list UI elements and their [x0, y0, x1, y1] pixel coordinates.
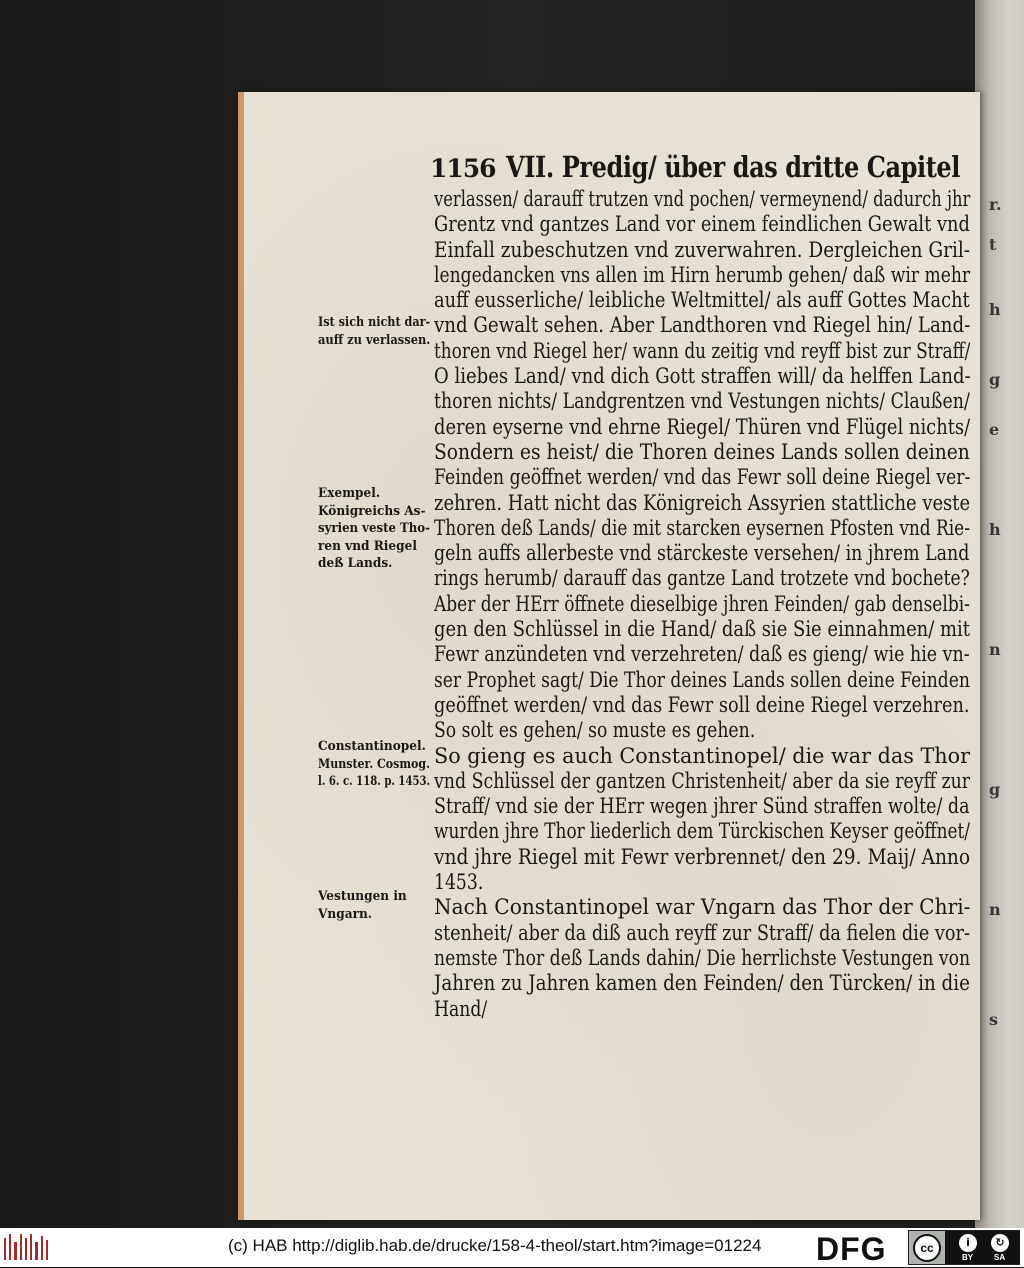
text-line: auff eusserliche/ leibliche Weltmittel/ als auff Gottes Macht	[434, 288, 970, 313]
text-line: deren eyserne vnd ehrne Riegel/ Thüren vnd Flügel nichts/	[434, 414, 971, 439]
text-line: Straff/ vnd sie der HErr wegen jhrer Sünd straffen wolte/ da	[434, 794, 970, 819]
text-line: wurden jhre Thor liederlich dem Türckischen Keyser geöffnet/	[434, 819, 970, 844]
text-line: So gieng es auch Constantinopel/ die war das Thor	[434, 743, 971, 768]
margin-note-line: Constantinopel.	[318, 739, 426, 754]
next-page-fragment: n	[989, 640, 1001, 659]
text-line: Nach Constantinopel war Vngarn das Thor der Chri-	[434, 895, 971, 920]
dfg-logo[interactable]: DFG	[816, 1231, 887, 1267]
text-line: vnd Schlüssel der gantzen Christenheit/ aber da sie reyff zur	[434, 768, 971, 793]
text-line: 1453.	[434, 870, 484, 895]
margin-note-line: ren vnd Riegel	[318, 538, 417, 554]
text-line: zehren. Hatt nicht das Königreich Assyrien stattliche veste	[434, 490, 971, 515]
margin-note-line: Exempel.	[318, 486, 381, 501]
next-page-fragment: g	[989, 370, 1001, 389]
text-line: Aber der HErr öffnete dieselbige jhren Feinden/ gab denselbi-	[434, 591, 970, 616]
text-line: Sondern es heist/ die Thoren deines Lands sollen deinen	[434, 439, 970, 464]
next-page-fragment: t	[989, 235, 997, 254]
text-line: thoren vnd Riegel her/ wann du zeitig vnd reyff bist zur Straff/	[434, 338, 971, 363]
next-page-fragment: n	[989, 900, 1001, 919]
margin-note	[318, 485, 438, 573]
next-page-edge	[975, 0, 1024, 1228]
page-number: 1156	[430, 154, 496, 183]
margin-note	[318, 314, 438, 349]
body-text	[434, 187, 974, 1022]
text-line: nemste Thor deß Lands dahin/ Die herrlichste Vestungen von	[434, 945, 971, 970]
text-line: ser Prophet sagt/ Die Thor deines Lands sollen deine Feinden	[434, 667, 970, 692]
cc-license-badge[interactable]	[908, 1230, 1020, 1265]
text-line: lengedancken vns allen im Hirn herumb gehen/ daß wir mehr	[434, 262, 971, 287]
text-line: O liebes Land/ vnd dich Gott straffen will/ da helffen Land-	[434, 364, 971, 389]
text-line: thoren nichts/ Landgrentzen vnd Vestungen nichts/ Claußen/	[434, 389, 970, 414]
margin-note	[318, 888, 438, 923]
book-page	[238, 92, 980, 1220]
text-line: Fewr anzündeten vnd verzehreten/ daß es gieng/ wie hie vn-	[434, 642, 970, 667]
text-line: vnd Gewalt sehen. Aber Landthoren vnd Riegel hin/ Land-	[434, 313, 971, 338]
text-line: geöffnet werden/ vnd das Fewr soll deine Riegel verzehren.	[434, 692, 970, 717]
next-page-fragment: h	[989, 300, 1001, 319]
text-line: vnd jhre Riegel mit Fewr verbrennet/ den 29. Maij/ Anno	[434, 844, 971, 869]
margin-note-line: deß Lands.	[318, 556, 393, 571]
viewer-footer	[0, 1228, 1024, 1267]
text-line: Thoren deß Lands/ die mit starcken eysernen Pfosten vnd Rie-	[434, 515, 970, 540]
margin-note-line: syrien veste Tho-	[318, 521, 431, 536]
text-line: stenheit/ aber da diß auch reyff zur Straff/ da fielen die vor-	[434, 920, 970, 945]
next-page-fragment: r.	[989, 195, 1002, 214]
cc-icon: cc	[913, 1234, 941, 1262]
margin-note-line: auff zu verlassen.	[318, 332, 431, 348]
text-line: Grentz vnd gantzes Land vor einem feindlichen Gewalt vnd	[434, 212, 970, 237]
by-label: BY	[962, 1253, 974, 1262]
cc-badge-panel	[945, 1231, 1020, 1264]
share-alike-icon: ↻	[991, 1234, 1009, 1252]
margin-note-line: Munster. Cosmog.	[318, 756, 430, 772]
text-line: verlassen/ darauff trutzen vnd pochen/ vermeynend/ dadurch jhr	[434, 187, 971, 211]
text-line: Einfall zubeschutzen vnd zuverwahren. Dergleichen Gril-	[434, 237, 971, 262]
margin-note-line: Vngarn.	[318, 906, 373, 922]
text-line: Hand/	[434, 996, 488, 1021]
margin-note	[318, 738, 438, 791]
next-page-fragment: g	[989, 780, 1001, 799]
page-header	[430, 144, 964, 184]
margin-note-line: Ist sich nicht dar-	[318, 315, 431, 330]
attribution-icon: i	[959, 1234, 977, 1252]
margin-note-line: l. 6. c. 118. p. 1453.	[318, 774, 431, 789]
hab-logo-icon[interactable]	[4, 1234, 48, 1260]
margin-note-line: Königreichs As-	[318, 503, 426, 519]
sa-label: SA	[994, 1253, 1006, 1262]
next-page-fragment: s	[989, 1010, 999, 1029]
copyright-link[interactable]: (c) HAB http://diglib.hab.de/drucke/158-4-theol/start.htm?image=01224	[228, 1236, 762, 1255]
text-line: gen den Schlüssel in die Hand/ daß sie Sie einnahmen/ mit	[434, 617, 970, 642]
text-line: rings herumb/ darauff das gantze Land trotzete vnd bochete?	[434, 566, 970, 591]
next-page-fragment: h	[989, 520, 1001, 539]
running-title: VII. Predig/ über das dritte Capitel	[506, 150, 960, 184]
text-line: Feinden geöffnet werden/ vnd das Fewr soll deine Riegel ver-	[434, 465, 971, 490]
text-line: geln auffs allerbeste vnd stärckeste versehen/ in jhrem Land	[434, 541, 970, 566]
next-page-fragment: e	[989, 420, 1000, 439]
text-line: So solt es gehen/ so muste es gehen.	[434, 718, 756, 743]
text-line: Jahren zu Jahren kamen den Feinden/ den Türcken/ in die	[434, 971, 970, 996]
margin-note-line: Vestungen in	[318, 889, 407, 904]
